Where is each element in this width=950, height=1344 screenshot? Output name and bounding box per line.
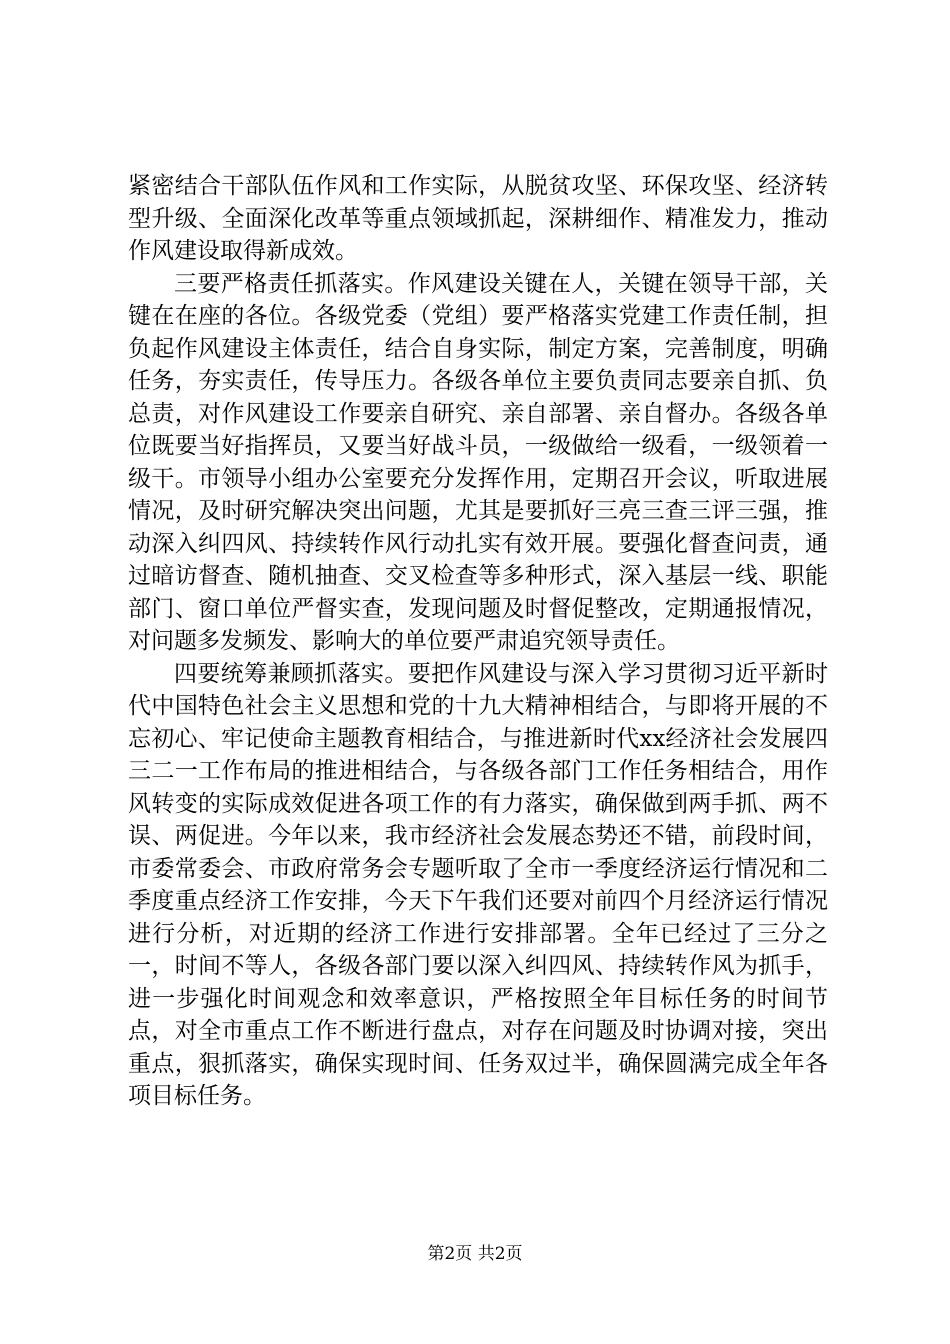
paragraph-section-four: 四要统筹兼顾抓落实。要把作风建设与深入学习贯彻习近平新时代中国特色社会主义思想和党的十九大精神相结合，与即将开展的不忘初心、牢记使命主题教育相结合，与推进新时代xx经济社会发展四三二一工作布局的推进相结合，与各级各部门工作任务相结合，用作风转变的实际成效促进各项工作的有力落实，确保做到两手抓、两不误、两促进。今年以来，我市经济社会发展态势还不错，前段时间，市委常委会、市政府常务会专题听取了全市一季度经济运行情况和二季度重点经济工作安排，今天下午我们还要对前四个月经济运行情况进行分析，对近期的经济工作进行安排部署。全年已经过了三分之一，时间不等人，各级各部门要以深入纠四风、持续转作风为抓手，进一步强化时间观念和效率意识，严格按照全年目标任务的时间节点，对全市重点工作不断进行盘点，对存在问题及时协调对接，突出重点，狠抓落实，确保实现时间、任务双过半，确保圆满完成全年各项目标任务。 [128,660,828,1109]
paragraph-continuation: 紧密结合干部队伍作风和工作实际，从脱贫攻坚、环保攻坚、经济转型升级、全面深化改革等重点领域抓起，深耕细作、精准发力，推动作风建设取得新成效。 [128,173,828,264]
page-footer [0,1243,950,1265]
document-body [128,170,828,1113]
paragraph-section-three: 三要严格责任抓落实。作风建设关键在人，关键在领导干部，关键在在座的各位。各级党委（党组）要严格落实党建工作责任制，担负起作风建设主体责任，结合自身实际，制定方案，完善制度，明确任务，夯实责任，传导压力。各级各单位主要负责同志要亲自抓、负总责，对作风建设工作要亲自研究、亲自部署、亲自督办。各级各单位既要当好指挥员，又要当好战斗员，一级做给一级看，一级领着一级干。市领导小组办公室要充分发挥作用，定期召开会议，听取进展情况，及时研究解决突出问题，尤其是要抓好三亮三查三评三强，推动深入纠四风、持续转作风行动扎实有效开展。要强化督查问责，通过暗访督查、随机抽查、交叉检查等多种形式，深入基层一线、职能部门、窗口单位严督实查，发现问题及时督促整改，定期通报情况，对问题多发频发、影响大的单位要严肃追究领导责任。 [128,270,828,654]
page-number-label: 第2页 共2页 [427,1244,523,1264]
